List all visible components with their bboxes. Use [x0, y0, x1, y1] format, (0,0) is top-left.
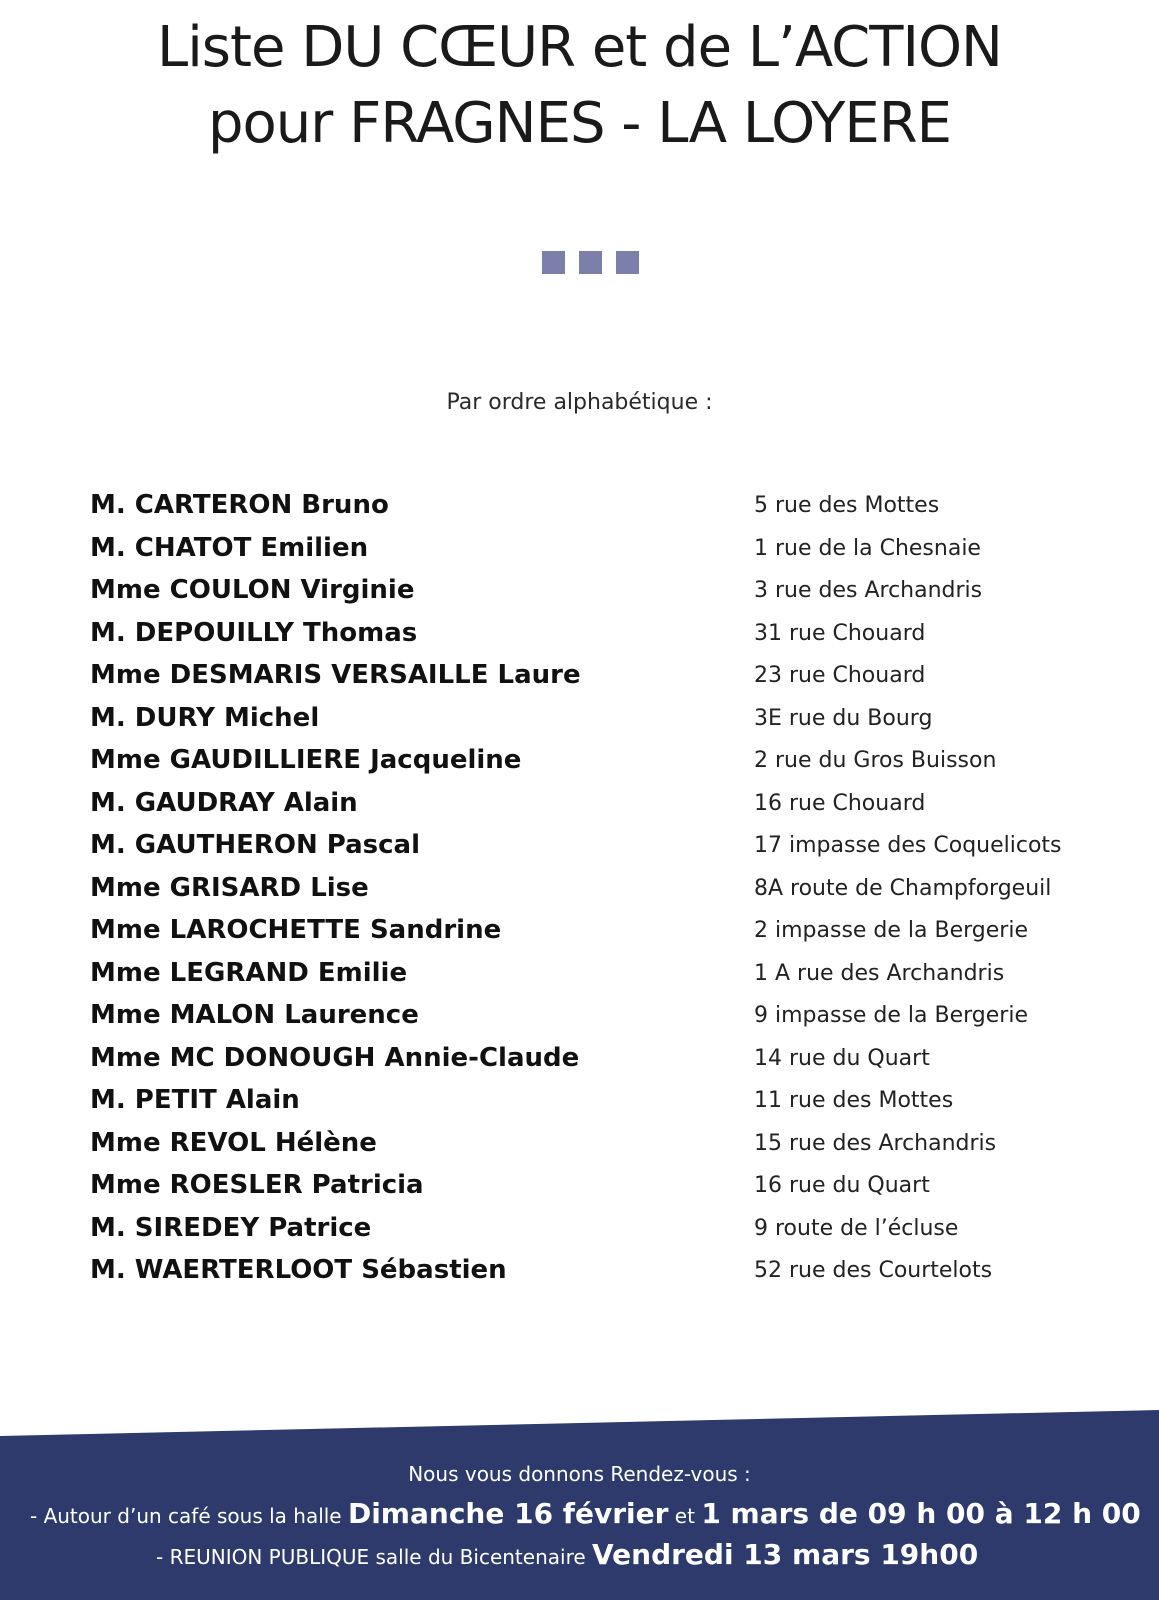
- banner-line1-text: - Autour d’un café sous la halle: [30, 1504, 348, 1528]
- candidate-row: [90, 1255, 1090, 1298]
- banner-line-meeting: [156, 1538, 978, 1571]
- candidate-name: Mme DESMARIS VERSAILLE Laure: [90, 660, 581, 690]
- candidate-address: 3 rue des Archandris: [754, 578, 983, 603]
- candidate-name: M. DEPOUILLY Thomas: [90, 617, 418, 648]
- banner-line2-text: - REUNION PUBLIQUE salle du Bicentenaire: [156, 1545, 593, 1569]
- candidate-address: 14 rue du Quart: [754, 1045, 930, 1071]
- candidate-address: 16 rue du Quart: [754, 1173, 930, 1198]
- candidate-row: [90, 1128, 1090, 1171]
- candidate-name: Mme ROESLER Patricia: [90, 1170, 424, 1200]
- candidate-address: 8A route de Champforgeuil: [754, 875, 1052, 901]
- candidate-list: [90, 490, 1090, 1298]
- candidate-address: 52 rue des Courtelots: [754, 1258, 993, 1283]
- candidate-row: [90, 1213, 1090, 1256]
- candidate-address: 9 route de l’écluse: [754, 1215, 959, 1241]
- candidate-name: Mme REVOL Hélène: [90, 1127, 377, 1158]
- candidate-name: M. CARTERON Bruno: [90, 490, 389, 520]
- candidate-address: 11 rue des Mottes: [754, 1088, 954, 1113]
- candidate-row: [90, 745, 1090, 788]
- candidate-address: 3E rue du Bourg: [754, 705, 933, 731]
- candidate-row: [90, 1043, 1090, 1086]
- candidate-row: [90, 490, 1090, 533]
- candidate-name: Mme MALON Laurence: [90, 1000, 419, 1030]
- candidate-address: 9 impasse de la Bergerie: [754, 1003, 1028, 1028]
- candidate-name: M. GAUTHERON Pascal: [90, 830, 421, 860]
- candidate-name: Mme GRISARD Lise: [90, 872, 369, 903]
- candidate-name: Mme COULON Virginie: [90, 575, 415, 605]
- candidate-name: M. CHATOT Emilien: [90, 532, 369, 563]
- decorative-dots: [542, 251, 639, 274]
- banner-date-sunday: Dimanche 16 février: [347, 1497, 669, 1530]
- candidate-address: 16 rue Chouard: [754, 790, 926, 816]
- candidate-row: [90, 575, 1090, 618]
- candidate-address: 1 rue de la Chesnaie: [754, 535, 981, 561]
- candidate-row: [90, 1000, 1090, 1043]
- square-dot: [616, 251, 639, 274]
- candidate-row: [90, 533, 1090, 576]
- candidate-address: 23 rue Chouard: [754, 663, 926, 688]
- candidate-row: [90, 873, 1090, 916]
- candidate-name: Mme LEGRAND Emilie: [90, 957, 408, 988]
- candidate-name: Mme GAUDILLIERE Jacqueline: [90, 745, 522, 775]
- banner-date-friday: Vendredi 13 mars 19h00: [592, 1538, 979, 1571]
- candidate-row: [90, 1085, 1090, 1128]
- candidate-row: [90, 788, 1090, 831]
- title-line-1: Liste DU CŒUR et de L’ACTION: [157, 15, 1002, 80]
- candidate-address: 2 rue du Gros Buisson: [754, 748, 997, 773]
- candidate-row: [90, 660, 1090, 703]
- candidate-name: M. GAUDRAY Alain: [90, 787, 358, 818]
- candidate-row: [90, 1170, 1090, 1213]
- square-dot: [542, 251, 565, 274]
- candidate-row: [90, 830, 1090, 873]
- candidate-name: M. DURY Michel: [90, 702, 320, 733]
- square-dot: [579, 251, 602, 274]
- list-subtitle: Par ordre alphabétique :: [446, 390, 713, 415]
- candidate-address: 1 A rue des Archandris: [754, 960, 1005, 986]
- banner-date-march: 1 mars de 09 h 00 à 12 h 00: [701, 1497, 1141, 1530]
- candidate-row: [90, 703, 1090, 746]
- candidate-address: 31 rue Chouard: [754, 620, 926, 646]
- candidate-address: 2 impasse de la Bergerie: [754, 918, 1028, 943]
- candidate-name: M. PETIT Alain: [90, 1085, 300, 1115]
- candidate-name: M. WAERTERLOOT Sébastien: [90, 1255, 507, 1285]
- candidate-address: 15 rue des Archandris: [754, 1130, 997, 1156]
- candidate-name: Mme MC DONOUGH Annie-Claude: [90, 1042, 580, 1073]
- candidate-name: Mme LAROCHETTE Sandrine: [90, 915, 502, 945]
- candidate-row: [90, 618, 1090, 661]
- candidate-address: 5 rue des Mottes: [754, 493, 940, 518]
- candidate-address: 17 impasse des Coquelicots: [754, 833, 1062, 858]
- candidate-name: M. SIREDEY Patrice: [90, 1212, 372, 1243]
- banner-heading: Nous vous donnons Rendez-vous :: [408, 1462, 751, 1486]
- banner-line1-joiner: et: [668, 1504, 702, 1528]
- banner-line-cafe: [30, 1497, 1141, 1530]
- candidate-row: [90, 915, 1090, 958]
- candidate-row: [90, 958, 1090, 1001]
- title-line-2: pour FRAGNES - LA LOYERE: [207, 91, 952, 156]
- page-title: [0, 10, 1159, 162]
